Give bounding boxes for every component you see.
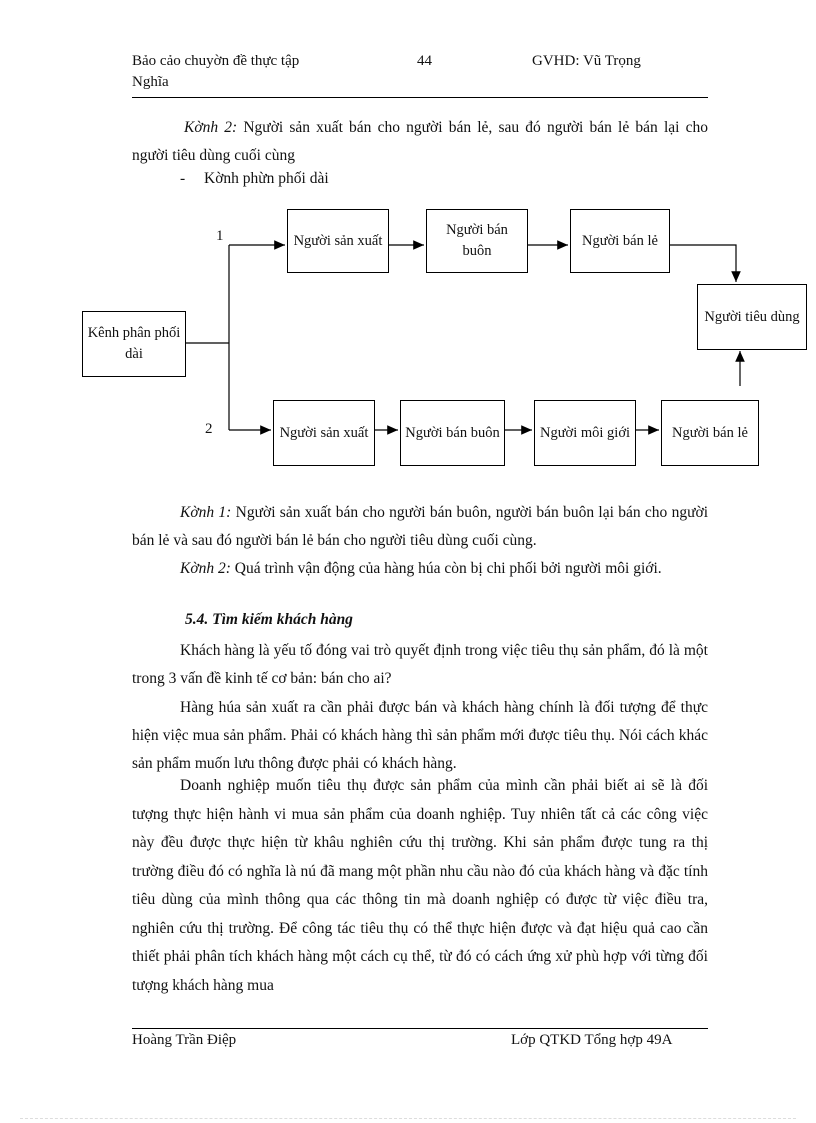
bullet-text: Kờnh phừn phối dài xyxy=(204,170,329,187)
c2-producer-box xyxy=(273,400,375,466)
k2-text: Quá trình vận động của hàng húa còn bị chi phối bởi người môi giới. xyxy=(230,560,662,577)
intro-label: Kờnh 2: xyxy=(184,119,238,136)
paragraph-1: Khách hàng là yếu tố đóng vai trò quyết định trong việc tiêu thụ sản phẩm, đó là một trong 3 vấn đề kinh tế cơ bản: bán cho ai? xyxy=(132,642,708,687)
c2-broker-box xyxy=(534,400,636,466)
k1-label: Kờnh 1: xyxy=(180,504,232,521)
channel1-label: 1 xyxy=(216,228,224,244)
page-bottom-border xyxy=(20,1118,796,1119)
consumer-box xyxy=(697,284,807,350)
c1-producer-label: Người sản xuất xyxy=(293,232,383,249)
header-supervisor: GVHD: Vũ Trọng xyxy=(532,53,641,69)
footer-author: Hoàng Trần Điệp xyxy=(132,1032,237,1048)
c1-retailer-label: Người bán lẻ xyxy=(582,232,658,249)
page-number: 44 xyxy=(417,53,432,69)
c2-producer-label: Người sản xuất xyxy=(279,424,369,441)
channel2-label: 2 xyxy=(205,421,213,437)
c1-producer-box xyxy=(287,209,389,273)
root-label: Kênh phân phối dài xyxy=(87,325,181,362)
consumer-label: Người tiêu dùng xyxy=(704,308,800,325)
paragraph-2: Hàng húa sản xuất ra cần phải được bán và khách hàng chính là đối tượng để thực hiện việc mua sản phẩm. Phải có khách hàng thì sản phẩm mới được tiêu thụ. Nói cách khác sản phẩm muốn lưu thông được phải có khách hàng. xyxy=(132,699,708,772)
arrow-c1-to-consumer xyxy=(669,245,736,282)
c2-wholesaler-box xyxy=(400,400,505,466)
k1-paragraph xyxy=(132,499,708,555)
paragraph-3: Doanh nghiệp muốn tiêu thụ được sản phẩm của mình cần phải biết ai sẽ là đối tượng thực hiện hành vi mua sản phẩm của doanh nghiệp. Tuy nhiên tất cả các công việc này đều được thực hiện từ khâu nghiên cứu thị trường. Khi sản phẩm được tung ra thị trường điều đó có nghĩa là nú đã mang một phần nhu cầu nào đó của khách hàng và đặc tính tiêu dùng của mình thông qua các thông tin mà doanh nghiệp có được từ việc điều tra, nghiên cứu thị trường. Để công tác tiêu thụ có thể thực hiện được và đạt hiệu quả cao cần thiết phải phân tích khách hàng một cách cụ thể, từ đó có cách ứng xử phù hợp với từng đối tượng khách hàng mua xyxy=(132,777,708,994)
c1-wholesaler-label: Người bán buôn xyxy=(446,222,508,259)
k2-label: Kờnh 2: xyxy=(180,560,231,577)
c1-wholesaler-box xyxy=(426,209,528,273)
c1-retailer-box xyxy=(570,209,670,273)
header-title-line2: Nghĩa xyxy=(132,74,169,90)
root-box xyxy=(82,311,186,377)
c2-retailer-box xyxy=(661,400,759,466)
bullet-marker: - xyxy=(180,170,186,187)
footer-class: Lớp QTKD Tổng hợp 49A xyxy=(511,1032,673,1048)
header-title-line1: Bảo cảo chuyờn đề thực tập xyxy=(132,53,300,69)
k1-text: Người sản xuất bán cho người bán buôn, người bán buôn lại bán cho người bán lẻ và sau đó người bán lẻ bán cho người tiêu dùng cuối cùng. xyxy=(132,504,708,549)
c2-wholesaler-label: Người bán buôn xyxy=(405,424,500,441)
c2-broker-label: Người môi giới xyxy=(539,424,631,441)
footer-rule xyxy=(132,1028,708,1029)
k2-paragraph xyxy=(132,555,708,583)
intro-text: Người sản xuất bán cho người bán lẻ, sau đó người bán lẻ bán lại cho người tiêu dùng cuối cùng xyxy=(132,119,708,164)
section-heading: 5.4. Tìm kiếm khách hàng xyxy=(185,611,353,628)
c2-retailer-label: Người bán lẻ xyxy=(672,424,748,441)
